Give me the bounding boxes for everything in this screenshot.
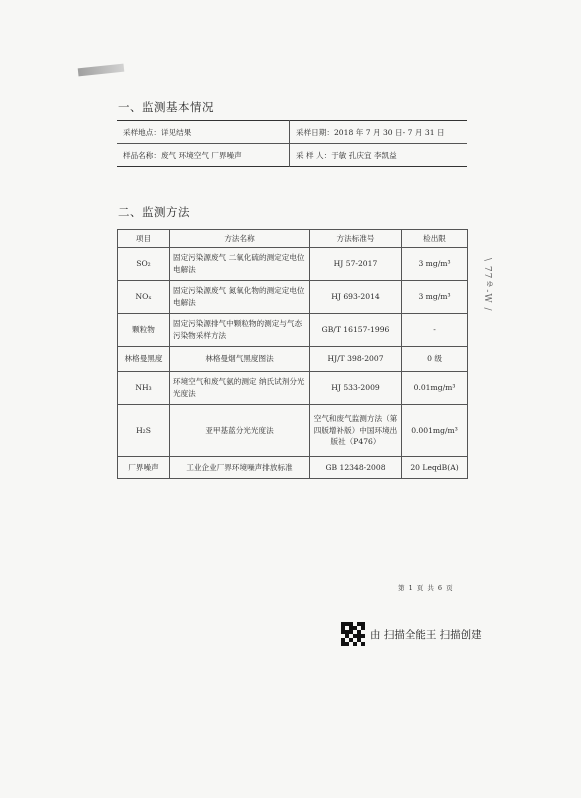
standard-cell: GB/T 16157-1996 xyxy=(310,314,402,347)
section-title-methods: 二、监测方法 xyxy=(118,205,190,219)
standard-cell: HJ 693-2014 xyxy=(310,281,402,314)
sampling-date: 采样日期：2018 年 7 月 30 日- 7 月 31 日 xyxy=(296,127,445,137)
limit-cell: 20 LeqdB(A) xyxy=(402,457,468,479)
limit-cell: - xyxy=(402,314,468,347)
item-cell: H₂S xyxy=(118,405,170,457)
limit-cell: 0.001mg/m³ xyxy=(402,405,468,457)
item-cell: NOₓ xyxy=(118,281,170,314)
table-row xyxy=(118,281,468,314)
header-method: 方法名称 xyxy=(170,230,310,248)
standard-cell: HJ 57-2017 xyxy=(310,248,402,281)
table-header-row xyxy=(118,230,468,248)
samplers: 采 样 人：于敏 孔庆宜 李凯益 xyxy=(296,150,397,160)
scan-credit-text: 由 扫描全能王 扫描创建 xyxy=(370,629,482,641)
header-item: 项目 xyxy=(118,230,170,248)
limit-cell: 3 mg/m³ xyxy=(402,248,468,281)
monitoring-method-table xyxy=(117,229,468,479)
item-cell: 颗粒物 xyxy=(118,314,170,347)
header-limit: 检出限 xyxy=(402,230,468,248)
standard-cell: HJ 533-2009 xyxy=(310,372,402,405)
qr-code-icon xyxy=(341,622,365,646)
table-row xyxy=(118,347,468,372)
method-cell: 环境空气和废气氨的测定 纳氏试剂分光光度法 xyxy=(170,372,310,405)
handwritten-side-note: \ 77ゅ-W / xyxy=(482,258,492,312)
method-cell: 工业企业厂界环境噪声排放标准 xyxy=(170,457,310,479)
table-row xyxy=(117,121,467,144)
table-row xyxy=(118,457,468,479)
limit-cell: 3 mg/m³ xyxy=(402,281,468,314)
method-cell: 固定污染源废气 氮氧化物的测定定电位电解法 xyxy=(170,281,310,314)
page-number: 第 1 页 共 6 页 xyxy=(398,584,454,592)
item-cell: NH₃ xyxy=(118,372,170,405)
standard-cell: GB 12348-2008 xyxy=(310,457,402,479)
table-row xyxy=(118,405,468,457)
method-cell: 固定污染源排气中颗粒物的测定与气态污染物采样方法 xyxy=(170,314,310,347)
standard-cell: 空气和废气监测方法（第四版增补版）中国环境出版社（P476） xyxy=(310,405,402,457)
item-cell: 林格曼黑度 xyxy=(118,347,170,372)
limit-cell: 0.01mg/m³ xyxy=(402,372,468,405)
method-cell: 亚甲基蓝分光光度法 xyxy=(170,405,310,457)
limit-cell: 0 级 xyxy=(402,347,468,372)
table-row xyxy=(118,314,468,347)
item-cell: SO₂ xyxy=(118,248,170,281)
standard-cell: HJ/T 398-2007 xyxy=(310,347,402,372)
basic-info-table xyxy=(117,120,467,167)
scan-edge-mark xyxy=(78,64,125,77)
header-standard: 方法标准号 xyxy=(310,230,402,248)
method-cell: 林格曼烟气黑度图法 xyxy=(170,347,310,372)
section-title-basic-info: 一、监测基本情况 xyxy=(118,100,214,114)
table-row xyxy=(118,248,468,281)
method-cell: 固定污染源废气 二氧化硫的测定定电位电解法 xyxy=(170,248,310,281)
table-row xyxy=(117,144,467,167)
sampling-location: 采样地点：详见结果 xyxy=(117,121,290,144)
sample-name: 样品名称：废气 环境空气 厂界噪声 xyxy=(117,144,290,167)
table-row xyxy=(118,372,468,405)
item-cell: 厂界噪声 xyxy=(118,457,170,479)
